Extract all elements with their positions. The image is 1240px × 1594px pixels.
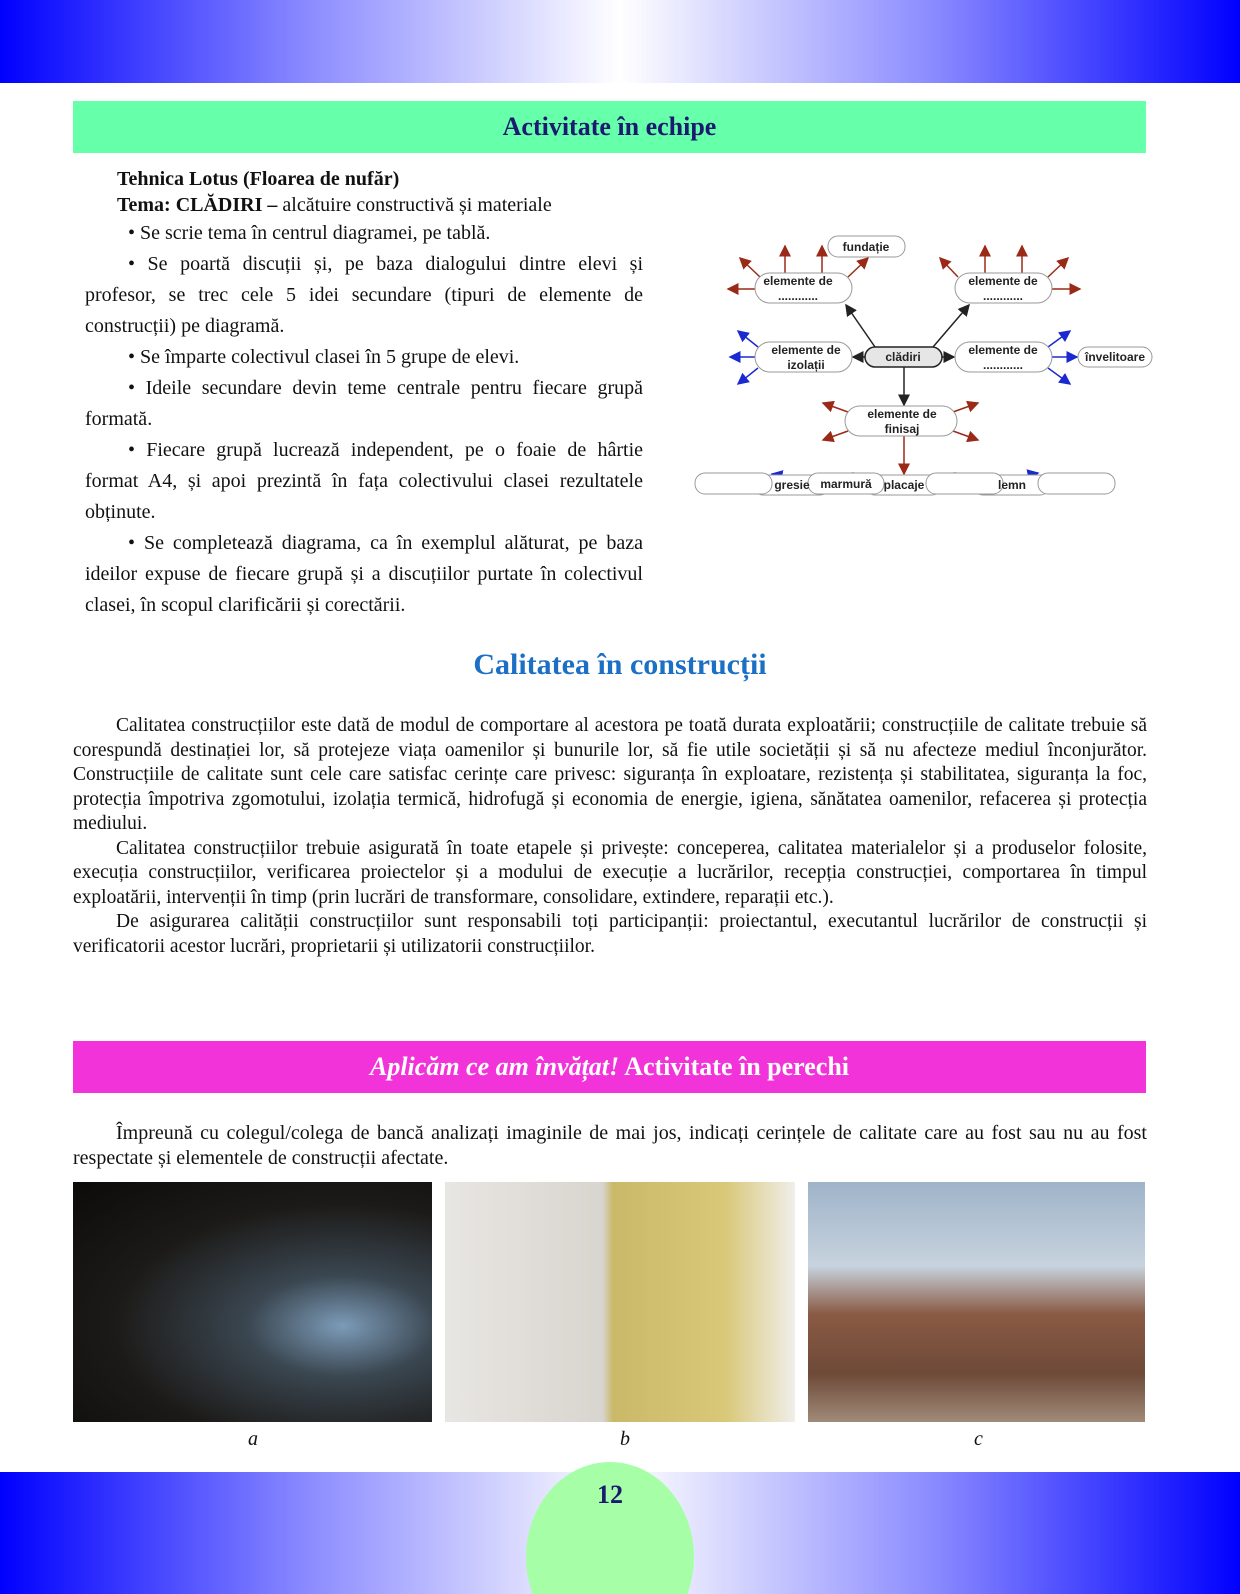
- caption-a: a: [248, 1428, 258, 1450]
- caption-b: b: [620, 1428, 630, 1450]
- node-izolatii-2: izolații: [787, 358, 825, 372]
- node-finisaj: elemente de: [867, 407, 937, 421]
- quality-title: Calitatea în construcții: [473, 648, 767, 681]
- node-placaje: placaje: [883, 478, 925, 492]
- lotus-diagram: [680, 220, 1155, 560]
- node-top-left-blank: ............: [777, 289, 819, 303]
- pair-activity-text: [73, 1121, 1147, 1170]
- pair-activity-italic: Aplicăm ce am învățat!: [369, 1052, 620, 1081]
- step: • Se împarte colectivul clasei în 5 grupe de elevi.: [128, 346, 520, 368]
- node-top-left: elemente de: [763, 274, 833, 288]
- photo-wall-insulation: [445, 1182, 795, 1422]
- technique-title: Tehnica Lotus (Floarea de nufăr): [117, 168, 400, 190]
- node-finisaj-2: finisaj: [884, 422, 920, 436]
- quality-text: [73, 714, 1147, 959]
- caption-c: c: [974, 1428, 983, 1450]
- step: • Se poartă discuții și, pe baza dialogului dintre elevi și profesor, se trec cele 5 idei secundare (tipuri de elemente de construcții) pe diagramă.: [85, 253, 643, 337]
- node-top-right: elemente de: [968, 274, 1038, 288]
- node-right: elemente de: [968, 343, 1038, 357]
- node-center: clădiri: [885, 350, 921, 364]
- lotus-heading: [117, 166, 552, 218]
- team-activity-title: Activitate în echipe: [502, 112, 717, 141]
- theme-line: [117, 192, 552, 218]
- page-number: 12: [597, 1480, 623, 1509]
- node-lemn: lemn: [997, 478, 1027, 492]
- node-top-right-blank: ............: [982, 289, 1024, 303]
- team-activity-banner: [73, 101, 1146, 153]
- theme-text: alcătuire constructivă și materiale: [277, 194, 552, 216]
- node-invelitoare: învelitoare: [1084, 350, 1146, 364]
- paragraph: Calitatea construcțiilor este dată de modul de comportare al acestora pe toată durata exploatării; construcțiile de calitate trebuie să corespundă destinației lor, să protejeze viața oamenilor și bunurile lor, să fie utile societății și să nu afecteze mediul înconjurător. Construcțiile de calitate sunt cele care satisfac cerințe care privesc: siguranța în exploatare, rezistența și stabilitatea, siguranța la foc, protecția împotriva zgomotului, izolația termică, hidrofugă și economia de energie, igiena, sănătatea oamenilor, refacerea și protecția mediului.: [73, 715, 1147, 834]
- lotus-steps: [85, 218, 643, 621]
- instruction: Împreună cu colegul/colega de bancă analizați imaginile de mai jos, indicați cerințele de calitate care au fost sau nu au fost respectate și elementele de construcții afectate.: [73, 1122, 1147, 1169]
- paragraph: De asigurarea calității construcțiilor sunt responsabili toți participanții: proiectantul, executantul lucrărilor de construcții și verificatorii acestor lucrări, proprietarii și utilizatorii construcțiilor.: [73, 911, 1147, 957]
- step: • Fiecare grupă lucrează independent, pe o foaie de hârtie format A4, și apoi prezintă în fața colectivului clasei rezultatele obținute.: [85, 439, 643, 523]
- photo-burned-kitchen: [73, 1182, 432, 1422]
- pair-activity-title: Activitate în perechi: [619, 1052, 850, 1081]
- step: • Se completează diagrama, ca în exemplul alăturat, pe baza ideilor expuse de fiecare grupă și a discuțiilor purtate în colectivul clasei, în scopul clarificării și corectării.: [85, 532, 643, 616]
- pair-activity-banner: [73, 1041, 1146, 1093]
- paragraph: Calitatea construcțiilor trebuie asigurată în toate etapele și privește: conceperea, calitatea materialelor și a produselor folosite, execuția construcțiilor, verificarea proiectelor și a modului de execuție a lucrărilor, recepția construcției, comportarea în timpul exploatării, intervenții în timp (prin lucrări de transformare, consolidare, extindere, reparații etc.).: [73, 837, 1147, 908]
- node-gresie: gresie: [774, 478, 810, 492]
- node-right-blank: ............: [982, 358, 1024, 372]
- node-marmura: marmură: [820, 477, 872, 491]
- photo-collapsed-building: [808, 1182, 1145, 1422]
- node-izolatii: elemente de: [771, 343, 841, 357]
- step: • Se scrie tema în centrul diagramei, pe tablă.: [128, 222, 491, 244]
- step: • Ideile secundare devin teme centrale pentru fiecare grupă formată.: [85, 377, 643, 430]
- header-band: [0, 0, 1240, 83]
- node-fundatie: fundație: [842, 240, 890, 254]
- theme-label: Tema: CLĂDIRI –: [117, 194, 278, 216]
